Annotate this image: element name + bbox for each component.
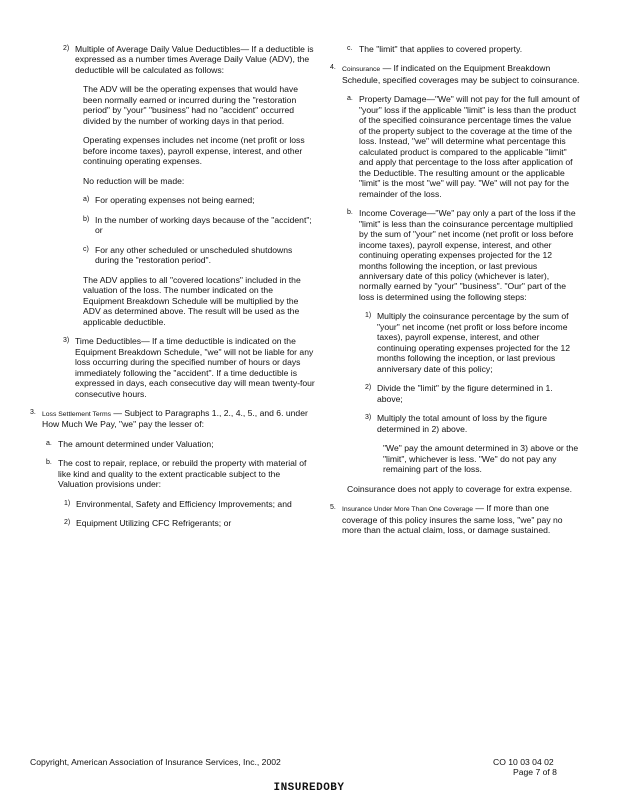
sub-item-text: For operating expenses not being earned; — [95, 195, 255, 206]
form-info — [493, 757, 557, 778]
sub-item-text: For any other scheduled or unscheduled shutdowns during the "restoration period". — [95, 244, 293, 266]
income-step-3 — [330, 413, 580, 434]
item-text: Income Coverage—"We" pay only a part of the loss if the "limit" is less than the coinsurance percentage multiplied by the sum of "your" net income (net profit or loss before income taxes), payroll expense, interest, and other continuing operating expenses projected for the 12 months following the inception, or last previous anniversary date of this policy (whichever is later), normally earned by "your" "business". "Our" part of the loss is determined using the following steps: — [359, 208, 576, 302]
item-number: a. — [46, 439, 52, 447]
section-3-loss-settlement — [30, 408, 315, 430]
section-heading: Loss Settlement Terms — [42, 411, 112, 419]
item-text: The cost to repair, replace, or rebuild the property with material of like kind and quality to the extent practicable subject to the Valuation provisions under: — [58, 458, 307, 490]
sub-item-b — [83, 215, 315, 236]
sub-item-text: In the number of working days because of the "accident"; or — [95, 214, 312, 236]
sub-item-number: a) — [83, 196, 90, 204]
section-heading: Insurance Under More Than One Coverage — [342, 506, 473, 514]
item-text: Equipment Utilizing CFC Refrigerants; or — [76, 518, 232, 529]
section-number: 4. — [330, 64, 336, 72]
item-number: 2) — [64, 519, 71, 527]
item-text: Multiply the total amount of loss by the figure determined in 2) above. — [377, 413, 548, 434]
copyright-notice: Copyright, American Association of Insurance Services, Inc., 2002 — [30, 757, 281, 767]
paragraph: The ADV will be the operating expenses that would have been normally earned or incurred during the "restoration period" by "your" "business" had no "accident" occurred divided by the number of working days in that period. — [83, 84, 298, 126]
item-number: 1) — [64, 499, 71, 507]
item-number: b. — [46, 459, 52, 467]
paragraph: The ADV applies to all "covered locations" included in the valuation of the loss. The number indicated on the Equipment Breakdown Schedule will be multiplied by the ADV as determined above. The result will be used as the applicable deductible. — [83, 274, 301, 327]
item-text: Environmental, Safety and Efficiency Improvements; and — [76, 498, 292, 509]
item-text: Multiple of Average Daily Value Deductibles— If a deductible is expressed as a number times Average Daily Value (ADV), the deductible will be calculated as follows: — [75, 44, 314, 75]
section-number: 5. — [330, 504, 336, 512]
item-number: 3) — [365, 414, 372, 422]
item-3-time-deductibles — [30, 336, 315, 399]
right-column — [330, 44, 580, 544]
adv-details — [30, 84, 315, 327]
section-text: — If more than one coverage of this policy insures the same loss, "we" pay no more than the actual claim, loss, or damage sustained. — [342, 503, 563, 535]
income-step-2 — [330, 383, 580, 404]
left-column — [30, 44, 315, 538]
loss-settlement-b2 — [30, 518, 315, 528]
item-text: Divide the "limit" by the figure determined in 1. above; — [377, 383, 553, 404]
section-number: 3. — [30, 409, 36, 417]
item-text: The "limit" that applies to covered property. — [359, 44, 523, 54]
item-number: 3) — [63, 337, 70, 345]
loss-settlement-c — [330, 44, 580, 54]
income-result: "We" pay the amount determined in 3) above or the "limit", whichever is less. "We" do not pay any remaining part of the loss. — [383, 443, 579, 475]
brand-watermark: INSUREDOBY — [273, 782, 345, 794]
income-step-1 — [330, 311, 580, 374]
coinsurance-note: Coinsurance does not apply to coverage for extra expense. — [347, 483, 573, 494]
loss-settlement-b1 — [30, 499, 315, 509]
paragraph: No reduction will be made: — [83, 175, 185, 186]
sub-item-number: b) — [83, 215, 90, 223]
form-number: CO 10 03 04 02 — [493, 757, 554, 767]
section-text: — Subject to Paragraphs 1., 2., 4., 5., and 6. under How Much We Pay, "we" pay the lesser of: — [42, 408, 308, 430]
item-text: Time Deductibles— If a time deductible is indicated on the Equipment Breakdown Schedule, "we" will not be liable for any loss occurring during the specified number of hours or days immediately following the "accident". If a time deductible is expressed in days, each consecutive day will mean twenty-four consecutive hours. — [75, 336, 315, 399]
section-5-insurance-under-more-than-one-coverage — [330, 503, 580, 535]
item-number: 1) — [365, 312, 372, 320]
item-2-multiple-adv — [30, 44, 315, 75]
page-number: Page 7 of 8 — [513, 767, 557, 778]
coinsurance-property-damage — [330, 94, 580, 199]
item-number: c. — [347, 45, 353, 52]
paragraph: Operating expenses includes net income (net profit or loss before income taxes), payroll expense, interest, and other continuing operating expenses. — [83, 135, 305, 167]
item-number: 2) — [63, 45, 70, 52]
section-text: — If indicated on the Equipment Breakdown Schedule, specified coverages may be subject to coinsurance. — [342, 63, 580, 85]
sub-item-c — [83, 245, 315, 266]
sub-item-a — [83, 195, 315, 205]
loss-settlement-b — [30, 458, 315, 489]
sub-item-number: c) — [83, 245, 89, 253]
loss-settlement-a — [30, 439, 315, 449]
item-number: b. — [347, 209, 353, 217]
item-text: The amount determined under Valuation; — [58, 438, 214, 449]
item-text: Property Damage—"We" will not pay for the full amount of "your" loss if the applicable "limit" is less than the product of the specified coinsurance percentage times the value of the property subject to the coverage at the time of the loss. Instead, "we" will determine what percentage this calculated product is compared to the applicable "limit" and apply that percentage to the loss after application of the Deductible. The resulting amount or the applicable "limit" is the most "we" will pay. "We" will not pay for the remainder of the loss. — [359, 94, 580, 199]
item-text: Multiply the coinsurance percentage by the sum of "your" net income (net profit or loss before income taxes), payroll expense, interest, and other continuing operating expenses projected for the 12 months following the inception, or last previous anniversary date of this policy; — [377, 311, 571, 374]
section-heading: Coinsurance — [342, 66, 381, 74]
coinsurance-income-coverage — [330, 208, 580, 302]
item-number: 2) — [365, 384, 372, 392]
section-4-coinsurance — [330, 63, 580, 85]
item-number: a. — [347, 95, 353, 103]
